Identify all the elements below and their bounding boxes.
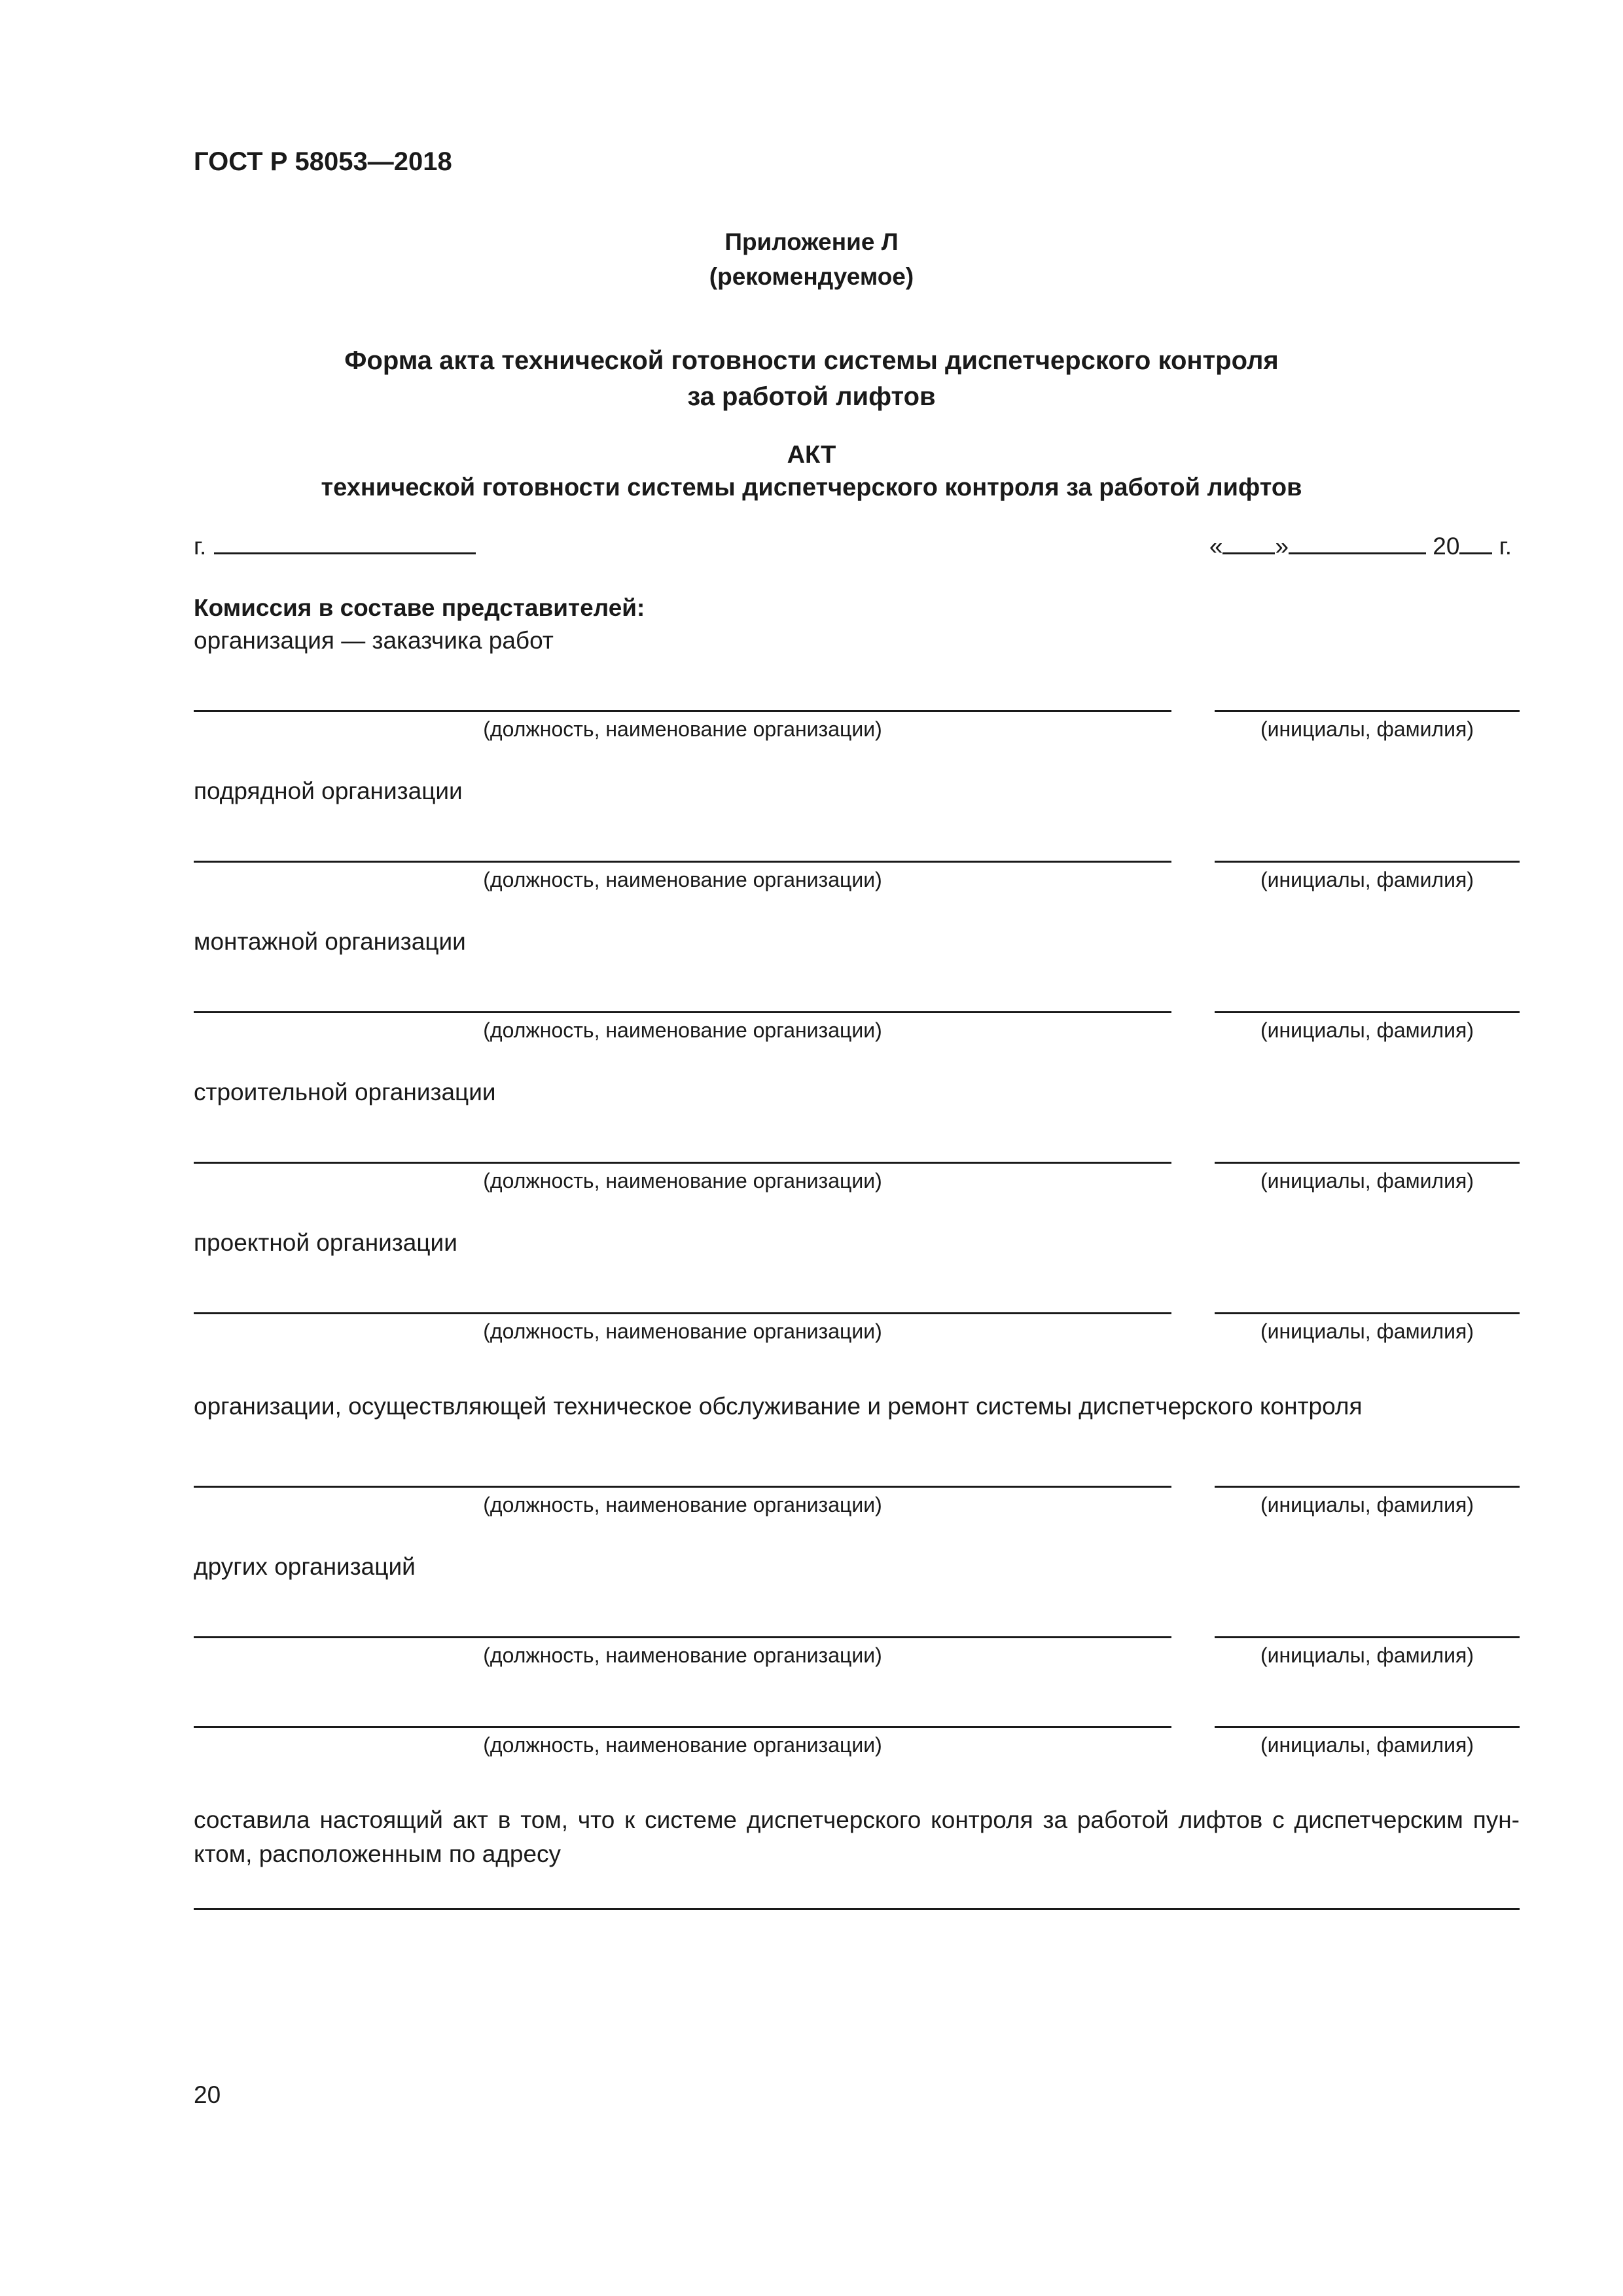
date-close-quote: » (1275, 533, 1289, 560)
month-blank[interactable] (1289, 530, 1426, 554)
year-blank[interactable] (1459, 530, 1492, 554)
caption-initials: (инициалы, фамилия) (1260, 1643, 1474, 1667)
position-org-line[interactable] (194, 710, 1171, 712)
act-title: АКТ (787, 441, 836, 469)
caption-position-org: (должность, наименование организации) (483, 1169, 882, 1193)
caption-position-org: (должность, наименование организации) (483, 1493, 882, 1516)
name-line[interactable] (1215, 1011, 1520, 1013)
name-line[interactable] (1215, 1162, 1520, 1164)
position-org-line[interactable] (194, 861, 1171, 863)
org-label-customer: организация — заказчика работ (194, 627, 554, 654)
document-code: ГОСТ Р 58053—2018 (194, 147, 452, 176)
name-line[interactable] (1215, 1486, 1520, 1488)
caption-initials: (инициалы, фамилия) (1260, 1319, 1474, 1343)
position-org-line[interactable] (194, 1011, 1171, 1013)
org-label-other: других организаций (194, 1553, 416, 1580)
year-suffix: г. (1499, 533, 1512, 560)
position-org-line[interactable] (194, 1726, 1171, 1728)
org-label-construction: строительной организации (194, 1079, 496, 1105)
caption-position-org: (должность, наименование организации) (483, 1733, 882, 1757)
caption-initials: (инициалы, фамилия) (1260, 1733, 1474, 1757)
act-subtitle: технической готовности системы диспетчерского контроля за работой лифтов (321, 474, 1302, 501)
position-org-line[interactable] (194, 1312, 1171, 1314)
appendix-title: Приложение Л (724, 228, 899, 255)
date-field (1209, 530, 1512, 560)
org-label-maintenance: организации, осуществляющей техническое обслуживание и ремонт системы диспетчерского контроля (194, 1393, 1363, 1420)
position-org-line[interactable] (194, 1486, 1171, 1488)
name-line[interactable] (1215, 1312, 1520, 1314)
city-field (194, 530, 476, 560)
commission-heading: Комиссия в составе представителей: (194, 594, 645, 621)
appendix-heading (0, 224, 1623, 294)
caption-initials: (инициалы, фамилия) (1260, 717, 1474, 741)
day-blank[interactable] (1222, 530, 1275, 554)
city-blank[interactable] (214, 530, 476, 554)
position-org-line[interactable] (194, 1636, 1171, 1638)
name-line[interactable] (1215, 1726, 1520, 1728)
address-line[interactable] (194, 1908, 1520, 1910)
caption-initials: (инициалы, фамилия) (1260, 1169, 1474, 1193)
caption-initials: (инициалы, фамилия) (1260, 1018, 1474, 1042)
caption-initials: (инициалы, фамилия) (1260, 1493, 1474, 1516)
act-heading (0, 439, 1623, 504)
act-statement: составила настоящий акт в том, что к системе диспетчерского контроля за работой лифтов с диспетчерским пунктом, расположенным по адресу (194, 1806, 1520, 1867)
org-label-design: проектной организации (194, 1229, 457, 1256)
city-prefix: г. (194, 533, 207, 560)
caption-position-org: (должность, наименование организации) (483, 1643, 882, 1667)
appendix-status: (рекомендуемое) (709, 263, 914, 290)
org-label-installation: монтажной организации (194, 928, 466, 955)
name-line[interactable] (1215, 1636, 1520, 1638)
org-label-contractor: подрядной организации (194, 778, 463, 804)
year-prefix: 20 (1433, 533, 1460, 560)
name-line[interactable] (1215, 710, 1520, 712)
caption-initials: (инициалы, фамилия) (1260, 868, 1474, 891)
caption-position-org: (должность, наименование организации) (483, 717, 882, 741)
page-number: 20 (194, 2081, 221, 2108)
caption-position-org: (должность, наименование организации) (483, 1018, 882, 1042)
form-title-line-1: Форма акта технической готовности системы диспетчерского контроля (344, 346, 1279, 375)
caption-position-org: (должность, наименование организации) (483, 1319, 882, 1343)
name-line[interactable] (1215, 861, 1520, 863)
form-title-line-2: за работой лифтов (687, 382, 936, 411)
date-open-quote: « (1209, 533, 1223, 560)
caption-position-org: (должность, наименование организации) (483, 868, 882, 891)
form-title (0, 343, 1623, 415)
position-org-line[interactable] (194, 1162, 1171, 1164)
